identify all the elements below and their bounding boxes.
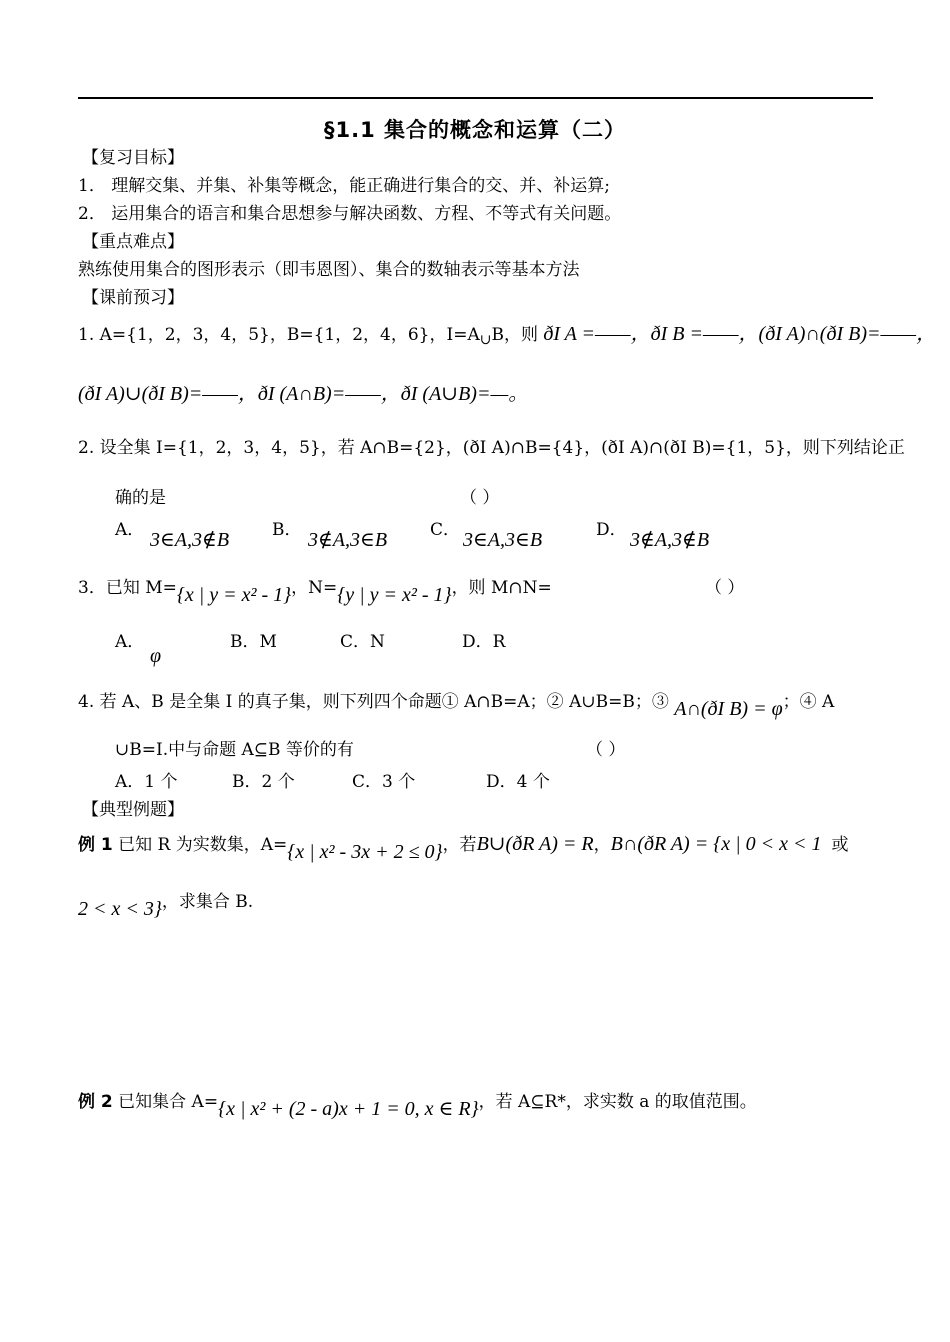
review-goal-heading: 【复习目标】 xyxy=(82,148,184,168)
ex1-comma: ， xyxy=(593,835,611,855)
q2-opt-c: 3∈A,3∈B xyxy=(463,529,543,551)
q3-opt-c: C．N xyxy=(340,632,385,652)
ex1-cond-2: B∩(ðR A) = {x | 0 < x < 1 xyxy=(610,833,822,855)
q3-line xyxy=(78,576,552,607)
key-points-text: 熟练使用集合的图形表示（即韦恩图）、集合的数轴表示等基本方法 xyxy=(78,260,580,280)
q2-continuation: 确的是 xyxy=(115,488,166,508)
q1-lead: 1. A={1，2，3，4，5}，B={1，2，4，6}，I=A xyxy=(78,325,480,345)
ex2-set-a: {x | x² + (2 - a)x + 1 = 0, x ∈ R} xyxy=(218,1098,479,1120)
q3-opt-a-label: A． xyxy=(115,632,145,652)
q4-answer-paren: （ ） xyxy=(586,740,626,760)
q1-line-1 xyxy=(78,322,936,352)
q1-expr-1: ðI A =——，ðI B =——，(ðI A)∩(ðI B)=——， xyxy=(543,323,937,345)
q1-tail: B，则 xyxy=(491,325,538,345)
q3-opt-d: D．R xyxy=(462,632,506,652)
ex2-tail: ，若 A⊆R*，求实数 a 的取值范围。 xyxy=(478,1092,757,1112)
q2-opt-b-label: B． xyxy=(272,520,302,540)
q4-tail: ；④ A xyxy=(782,692,835,712)
q4-line-1 xyxy=(78,690,834,721)
q3-tail: ，则 M∩N= xyxy=(451,578,552,598)
ex1-mid: ，若 xyxy=(442,835,477,855)
q2-line-2 xyxy=(115,486,166,510)
ex1-set-a: {x | x² - 3x + 2 ≤ 0} xyxy=(287,841,443,863)
q2-opt-b: 3∉A,3∈B xyxy=(308,529,388,551)
key-points-heading: 【重点难点】 xyxy=(82,232,184,252)
q4-expr: A∩(ðI B) = φ xyxy=(674,698,783,720)
ex1-line-1 xyxy=(78,832,848,864)
q1-union: ∪ xyxy=(479,332,492,348)
q3-lead: 3．已知 M= xyxy=(78,578,177,598)
q2-opt-a-label: A． xyxy=(115,520,145,540)
q1-expr-2: (ðI A)∪(ðI B)=——，ðI (A∩B)=——，ðI (A∪B)=—。 xyxy=(78,383,529,405)
q2-answer-paren: （ ） xyxy=(460,488,500,508)
top-rule xyxy=(78,97,873,99)
ex2-lead: 已知集合 A= xyxy=(118,1092,219,1112)
q1-line-2 xyxy=(78,382,528,407)
q3-set-n: {y | y = x² - 1} xyxy=(337,584,452,606)
goal-1: 1． 理解交集、并集、补集等概念，能正确进行集合的交、并、补运算; xyxy=(78,176,610,196)
ex1-lead: 已知 R 为实数集，A= xyxy=(118,835,288,855)
goal-2: 2． 运用集合的语言和集合思想参与解决函数、方程、不等式有关问题。 xyxy=(78,204,622,224)
q2-opt-d: 3∉A,3∉B xyxy=(630,529,710,551)
q4-line-2: ∪B=I.中与命题 A⊆B 等价的有 xyxy=(115,740,354,760)
q2-line-1: 2. 设全集 I={1，2，3，4，5}，若 A∩B={2}，(ðI A)∩B={4}，(ðI A)∩(ðI B)={1，5}，则下列结论正 xyxy=(78,438,905,458)
q4-opt-a: A．1 个 xyxy=(115,772,178,792)
ex1-cond-1: B∪(ðR A) = R xyxy=(476,833,594,855)
ex2-label: 例 2 xyxy=(78,1092,113,1112)
q4-opt-c: C．3 个 xyxy=(352,772,416,792)
q3-opt-b: B．M xyxy=(230,632,277,652)
q2-opt-d-label: D． xyxy=(596,520,627,540)
ex1-label: 例 1 xyxy=(78,835,113,855)
q3-set-m: {x | y = x² - 1} xyxy=(176,584,292,606)
q3-n-lead: ，N= xyxy=(291,578,338,598)
q4-opt-d: D．4 个 xyxy=(486,772,550,792)
ex1-line-2 xyxy=(78,890,253,921)
page-title: §1.1 集合的概念和运算（二） xyxy=(323,118,626,142)
q3-opt-a: φ xyxy=(150,645,162,667)
examples-heading: 【典型例题】 xyxy=(82,800,184,820)
ex2-line xyxy=(78,1090,757,1121)
q4-lead: 4. 若 A、B 是全集 I 的真子集，则下列四个命题① A∩B=A；② A∪B=B；③ xyxy=(78,692,669,712)
q2-opt-a: 3∈A,3∉B xyxy=(150,529,230,551)
preview-heading: 【课前预习】 xyxy=(82,288,184,308)
ex1-tail: ，求集合 B. xyxy=(161,892,254,912)
q4-opt-b: B．2 个 xyxy=(232,772,295,792)
ex1-continuation: 2 < x < 3} xyxy=(78,898,162,920)
q2-opt-c-label: C． xyxy=(430,520,461,540)
ex1-or: 或 xyxy=(831,835,849,855)
q3-answer-paren: （ ） xyxy=(705,578,745,598)
